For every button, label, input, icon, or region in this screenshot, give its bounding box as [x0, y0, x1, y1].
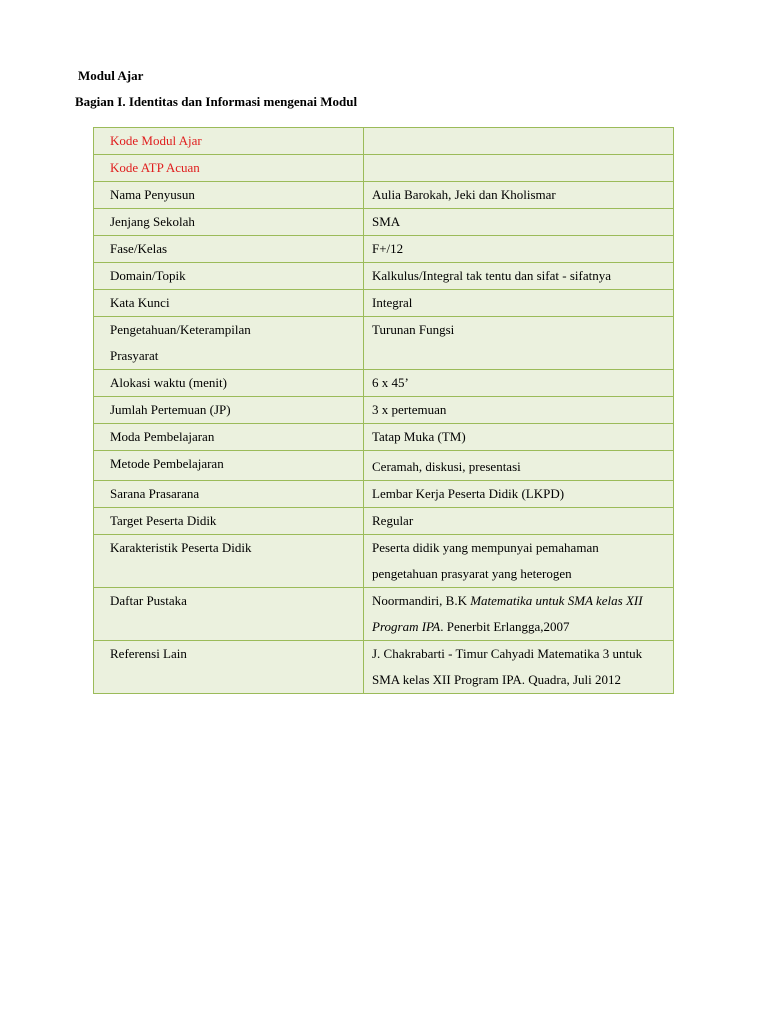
row-value-line1: Peserta didik yang mempunyai pemahaman [372, 540, 599, 555]
row-value: Lembar Kerja Peserta Didik (LKPD) [364, 481, 674, 508]
row-label-line2: Prasyarat [110, 348, 159, 363]
row-label: Metode Pembelajaran [94, 451, 364, 481]
row-label: Alokasi waktu (menit) [94, 370, 364, 397]
row-label: Nama Penyusun [94, 182, 364, 209]
section-heading: Bagian I. Identitas dan Informasi mengenai Modul [75, 94, 358, 109]
row-label: Referensi Lain [94, 641, 364, 694]
row-value [364, 128, 674, 155]
citation-book-title: Matematika untuk SMA kelas XII [470, 593, 643, 608]
table-row [94, 397, 674, 424]
document-title: Modul Ajar [78, 68, 144, 83]
table-row [94, 155, 674, 182]
citation-book-title-cont: Program IPA [372, 619, 441, 634]
row-value: Regular [364, 508, 674, 535]
row-value: 3 x pertemuan [364, 397, 674, 424]
table-row [94, 128, 674, 155]
row-label: Jumlah Pertemuan (JP) [94, 397, 364, 424]
table-row [94, 263, 674, 290]
table-row [94, 451, 674, 481]
row-value: Kalkulus/Integral tak tentu dan sifat - sifatnya [364, 263, 674, 290]
row-value [364, 588, 674, 641]
row-value: Tatap Muka (TM) [364, 424, 674, 451]
row-label: Sarana Prasarana [94, 481, 364, 508]
table-row [94, 481, 674, 508]
table-row [94, 424, 674, 451]
row-label: Kata Kunci [94, 290, 364, 317]
row-value-line1: J. Chakrabarti - Timur Cahyadi Matematika 3 untuk [372, 646, 643, 661]
table-row [94, 182, 674, 209]
row-value [364, 641, 674, 694]
row-label: Daftar Pustaka [94, 588, 364, 641]
row-value: Integral [364, 290, 674, 317]
table-row [94, 508, 674, 535]
table-row [94, 588, 674, 641]
row-label: Kode Modul Ajar [94, 128, 364, 155]
table-row [94, 209, 674, 236]
table-row [94, 641, 674, 694]
row-label: Fase/Kelas [94, 236, 364, 263]
table-row [94, 370, 674, 397]
row-label: Target Peserta Didik [94, 508, 364, 535]
citation-publisher: . Penerbit Erlangga,2007 [440, 619, 570, 634]
row-label: Domain/Topik [94, 263, 364, 290]
row-value: F+/12 [364, 236, 674, 263]
table-row [94, 535, 674, 588]
row-label: Karakteristik Peserta Didik [94, 535, 364, 588]
row-value [364, 155, 674, 182]
table-row [94, 236, 674, 263]
row-value: Ceramah, diskusi, presentasi [364, 451, 674, 481]
table-row [94, 290, 674, 317]
row-value: 6 x 45’ [364, 370, 674, 397]
row-value: Aulia Barokah, Jeki dan Kholismar [364, 182, 674, 209]
row-label: Moda Pembelajaran [94, 424, 364, 451]
row-value [364, 535, 674, 588]
row-value: Turunan Fungsi [364, 317, 674, 370]
table-row [94, 317, 674, 370]
row-value-line2: SMA kelas XII Program IPA. Quadra, Juli 2012 [372, 672, 622, 687]
module-identity-table [93, 127, 674, 694]
row-label: Jenjang Sekolah [94, 209, 364, 236]
row-value-line2: pengetahuan prasyarat yang heterogen [372, 566, 572, 581]
row-label: Kode ATP Acuan [94, 155, 364, 182]
row-label [94, 317, 364, 370]
row-label-line1: Pengetahuan/Keterampilan [110, 322, 251, 337]
citation-author: Noormandiri, B.K [372, 593, 471, 608]
row-value: SMA [364, 209, 674, 236]
